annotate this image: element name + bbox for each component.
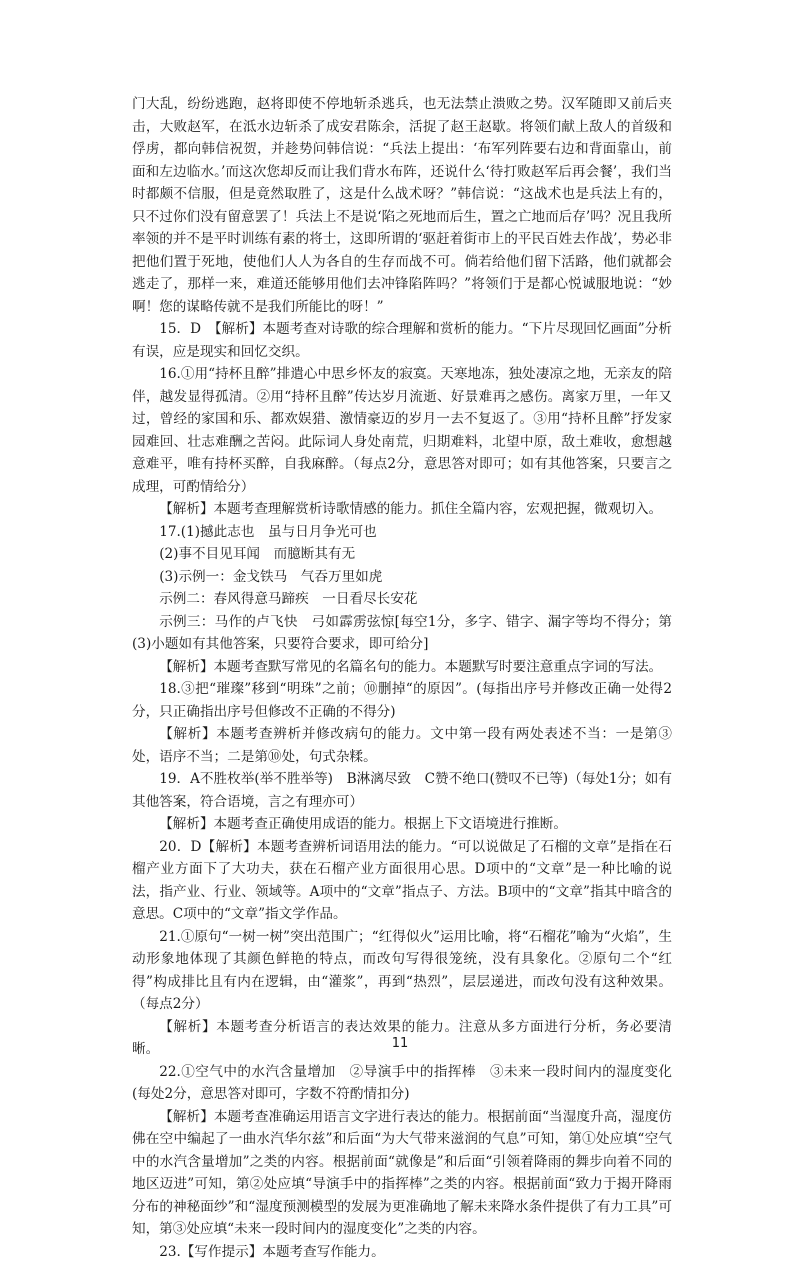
paragraph: 21.①原句“一树一树”突出范围广；“红得似火”运用比喻，将“石榴花”喻为“火焰”，生动形象地体现了其颜色鲜艳的特点，而改句写得很笼统，没有具象化。②原句二个“红得”构成排比且有内在逻辑，由“灌浆”，再到“热烈”，层层递进，而改句没有这种效果。（每点2分） <box>132 926 672 1016</box>
paragraph: (2)事不目见耳闻 而臆断其有无 <box>132 543 672 566</box>
answer-key-text <box>132 93 672 1263</box>
paragraph: 17.(1)撼此志也 虽与日月争光可也 <box>132 521 672 544</box>
paragraph: 18.③把“璀璨”移到“明珠”之前；⑩删掉“的原因”。(每指出序号并修改正确一处得2分，只正确指出序号但修改不正确的不得分) <box>132 678 672 723</box>
paragraph: 示例二：春风得意马蹄疾 一日看尽长安花 <box>132 588 672 611</box>
paragraph: 【解析】本题考查理解赏析诗歌情感的能力。抓住全篇内容，宏观把握，微观切入。 <box>132 498 672 521</box>
paragraph: 23.【写作提示】本题考查写作能力。 <box>132 1241 672 1263</box>
paragraph: 示例三：马作的卢飞快 弓如霹雳弦惊[每空1分，多字、错字、漏字等均不得分；第(3)小题如有其他答案，只要符合要求，即可给分] <box>132 611 672 656</box>
paragraph: 22.①空气中的水汽含量增加 ②导演手中的指挥棒 ③未来一段时间内的湿度变化(每处2分，意思答对即可，字数不符酌情扣分) <box>132 1061 672 1106</box>
page-number: 11 <box>0 1036 800 1051</box>
paragraph: 门大乱，纷纷逃跑，赵将即使不停地斩杀逃兵，也无法禁止溃败之势。汉军随即又前后夹击，大败赵军，在泜水边斩杀了成安君陈余，活捉了赵王赵歇。将领们献上敌人的首级和俘虏，都向韩信祝贺，并趁势问韩信说：“兵法上提出：‘布军列阵要右边和背面靠山，前面和左边临水。’而这次您却反而让我们背水布阵，还说什么‘待打败赵军后再会餐’，我们当时都颇不信服，但是竟然取胜了，这是什么战术呀？”韩信说：“这战术也是兵法上有的，只不过你们没有留意罢了！兵法上不是说‘陷之死地而后生，置之亡地而后存’吗？况且我所率领的并不是平时训练有素的将士，这即所谓的‘驱赶着街市上的平民百姓去作战’，势必非把他们置于死地，使他们人人为各自的生存而战不可。倘若给他们留下活路，他们就都会逃走了，那样一来，难道还能够用他们去冲锋陷阵吗？”将领们于是都心悦诚服地说：“妙啊！您的谋略传就不是我们所能比的呀！” <box>132 93 672 318</box>
paragraph: 【解析】本题考查分析语言的表达效果的能力。注意从多方面进行分析，务必要清晰。 <box>132 1016 672 1061</box>
paragraph: 【解析】本题考查正确使用成语的能力。根据上下文语境进行推断。 <box>132 813 672 836</box>
paragraph: 【解析】本题考查辨析并修改病句的能力。文中第一段有两处表述不当：一是第③处，语序不当；二是第⑩处，句式杂糅。 <box>132 723 672 768</box>
paragraph: 19．A不胜枚举(举不胜举等) B淋漓尽致 C赞不绝口(赞叹不已等)（每处1分；如有其他答案，符合语境，言之有理亦可） <box>132 768 672 813</box>
paragraph: (3)示例一：金戈铁马 气吞万里如虎 <box>132 566 672 589</box>
paragraph: 15．D 【解析】本题考查对诗歌的综合理解和赏析的能力。“下片尽现回忆画面”分析有误，应是现实和回忆交织。 <box>132 318 672 363</box>
paragraph: 16.①用“持杯且醉”排遣心中思乡怀友的寂寞。天寒地冻，独处凄凉之地，无亲友的陪伴，越发显得孤清。②用“持杯且醉”传达岁月流逝、好景难再之感伤。离家万里，一年又过，曾经的家国和乐、都欢娱猎、激情豪迈的岁月一去不复返了。③用“持杯且醉”抒发家园难回、壮志难酬之苦闷。此际词人身处南荒，归期难料，北望中原，敌土难收，愈想越意难平，唯有持杯买醉，自我麻醉。（每点2分，意思答对即可；如有其他答案，只要言之成理，可酌情给分） <box>132 363 672 498</box>
paragraph: 20．D【解析】本题考查辨析词语用法的能力。“可以说做足了石榴的文章”是指在石榴产业方面下了大功夫，获在石榴产业方面很用心思。D项中的“文章”是一种比喻的说法，指产业、行业、领域等。A项中的“文章”指点子、方法。B项中的“文章”指其中暗含的意思。C项中的“文章”指文学作品。 <box>132 836 672 926</box>
paragraph: 【解析】本题考查默写常见的名篇名句的能力。本题默写时要注意重点字词的写法。 <box>132 656 672 679</box>
paragraph: 【解析】本题考查准确运用语言文字进行表达的能力。根据前面“当湿度升高，湿度仿佛在空中编起了一曲水汽华尔兹”和后面“为大气带来滋润的气息”可知，第①处应填“空气中的水汽含量增加”之类的内容。根据前面“就像是”和后面“引领着降雨的舞步向着不同的地区迈进”可知，第②处应填“导演手中的指挥棒”之类的内容。根据前面“致力于揭开降雨分布的神秘面纱”和“湿度预测模型的发展为更准确地了解未来降水条件提供了有力工具”可知，第③处应填“未来一段时间内的湿度变化”之类的内容。 <box>132 1106 672 1241</box>
